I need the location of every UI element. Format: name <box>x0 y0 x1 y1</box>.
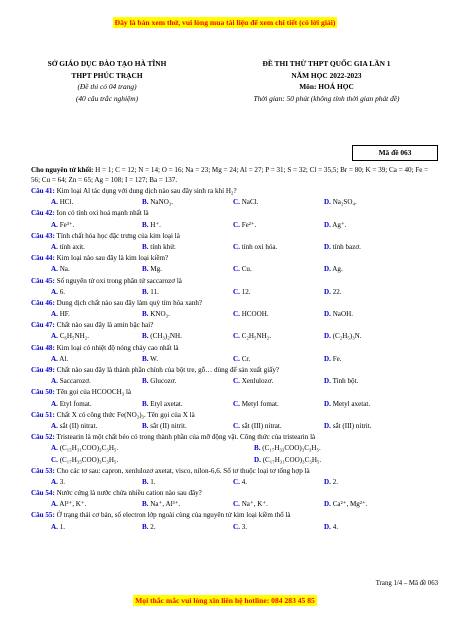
answer-option <box>31 499 122 510</box>
answer-options <box>31 522 438 533</box>
option-letter: A. <box>51 399 58 408</box>
option-letter: C. <box>233 242 240 251</box>
page-count-note: (Đề thi có 04 trang) <box>77 82 137 92</box>
preview-banner-text: Đây là bản xem thử, vui lòng mua tài liệu để xem chi tiết (có lời giải) <box>114 18 336 27</box>
question-text: Tên gọi của HCOOCH₃ là <box>54 388 132 397</box>
answer-option <box>213 522 304 533</box>
answer-options <box>31 421 438 432</box>
answer-options <box>31 264 438 275</box>
question-text: Nước cứng là nước chứa nhiều cation nào sau đây? <box>54 489 202 498</box>
option-text: tính bazơ. <box>332 242 361 251</box>
option-text: 3. <box>59 477 66 486</box>
answer-option <box>122 499 213 510</box>
option-text: 1. <box>59 522 66 531</box>
answer-option <box>304 421 395 432</box>
question-number: Câu 53: <box>31 466 55 475</box>
answer-option <box>31 309 122 320</box>
option-text: Na. <box>59 265 70 274</box>
option-text: Al³⁺, K⁺. <box>59 500 87 509</box>
option-text: NaNO₃. <box>150 198 174 207</box>
answer-option <box>213 421 304 432</box>
option-text: (CH₃)₂NH. <box>150 332 182 341</box>
option-text: Ag. <box>332 265 343 274</box>
question-stem <box>31 387 438 398</box>
option-text: Ca²⁺, Mg²⁺. <box>332 500 368 509</box>
answer-option <box>234 455 437 466</box>
answer-option <box>31 242 122 253</box>
option-text: 3. <box>241 522 248 531</box>
answer-option <box>31 376 122 387</box>
option-text: Fe³⁺. <box>59 220 75 229</box>
exam-code-box: Mã đề 063 <box>352 145 438 161</box>
option-letter: A. <box>51 444 58 453</box>
option-letter: B. <box>254 444 261 453</box>
option-letter: A. <box>51 198 58 207</box>
question-stem <box>31 510 438 521</box>
question-number: Câu 49: <box>31 366 55 374</box>
option-text: Ag⁺. <box>332 220 347 229</box>
header-left <box>14 58 200 104</box>
option-text: W. <box>150 354 158 363</box>
option-text: (C₂H₅)₃N. <box>332 332 362 341</box>
option-text: Tinh bột. <box>332 377 359 386</box>
option-text: NaCl. <box>241 198 259 207</box>
option-text: 12. <box>241 287 251 296</box>
question-text: Chất nào sau đây là thành phần chính của bột tre, gỗ… dùng để sản xuất giấy? <box>54 366 280 374</box>
question-number: Câu 51: <box>31 410 55 419</box>
answer-option <box>31 331 122 342</box>
option-letter: A. <box>51 522 58 531</box>
option-text: sắt (II) nitrit. <box>150 421 187 430</box>
answer-options <box>31 242 438 253</box>
option-letter: A. <box>51 354 58 363</box>
question-stem <box>31 298 438 309</box>
answer-option <box>213 264 304 275</box>
answer-options <box>31 220 438 231</box>
answer-option <box>304 309 395 320</box>
answer-option <box>304 522 395 533</box>
option-text: Fe. <box>332 354 342 363</box>
answer-options <box>31 499 438 510</box>
question-text: Số nguyên tử oxi trong phân tử saccarozơ là <box>54 276 182 285</box>
answer-option <box>122 287 213 298</box>
option-letter: B. <box>142 377 149 386</box>
question-stem <box>31 253 438 264</box>
option-letter: D. <box>324 265 331 274</box>
option-letter: D. <box>324 287 331 296</box>
question-stem <box>31 343 438 354</box>
option-text: (C₁₇H₃₃COO)₃C₃H₅. <box>262 444 321 453</box>
option-letter: D. <box>324 377 331 386</box>
question-stem <box>31 488 438 499</box>
answer-option <box>213 477 304 488</box>
question-text: Ở trạng thái cơ bản, số electron lớp ngoài cùng của nguyên tử kim loại kiềm thổ là <box>54 511 291 520</box>
school-name: THPT PHÚC TRẠCH <box>71 70 143 80</box>
answer-options <box>31 309 438 320</box>
answer-option <box>122 264 213 275</box>
option-letter: C. <box>233 500 240 509</box>
question-stem <box>31 466 438 477</box>
question-stem <box>31 186 438 197</box>
option-letter: C. <box>233 377 240 386</box>
answer-options <box>31 455 438 466</box>
answer-option <box>122 242 213 253</box>
option-text: C₆H₅NH₂. <box>59 332 89 341</box>
answer-option <box>122 376 213 387</box>
answer-option <box>213 309 304 320</box>
answer-option <box>31 421 122 432</box>
question-number: Câu 48: <box>31 343 55 352</box>
answer-option <box>213 287 304 298</box>
option-letter: C. <box>233 265 240 274</box>
question-number: Câu 50: <box>31 388 55 397</box>
question-text: Tristearin là một chất béo có trong thành phần của mỡ động vật. Công thức của tristearin là <box>54 433 316 442</box>
option-text: tính oxi hóa. <box>241 242 278 251</box>
answer-options <box>31 354 438 365</box>
option-text: 6. <box>59 287 66 296</box>
question-stem <box>31 320 438 331</box>
option-letter: D. <box>324 522 331 531</box>
option-letter: B. <box>142 242 149 251</box>
option-text: Glucozơ. <box>150 377 177 386</box>
answer-option <box>31 220 122 231</box>
exam-title: ĐỀ THI THỬ THPT QUỐC GIA LẦN 1 <box>262 59 391 68</box>
option-text: Fe²⁺. <box>241 220 257 229</box>
answer-option <box>213 220 304 231</box>
answer-option <box>31 197 122 208</box>
option-letter: B. <box>142 500 149 509</box>
answer-option <box>304 354 395 365</box>
option-letter: B. <box>142 399 149 408</box>
preview-banner <box>0 12 450 30</box>
option-text: tính axit. <box>59 242 85 251</box>
answer-option <box>304 376 395 387</box>
option-text: Cr. <box>241 354 251 363</box>
option-letter: D. <box>324 198 331 207</box>
option-letter: C. <box>233 332 240 341</box>
option-letter: B. <box>142 522 149 531</box>
question-stem <box>31 365 438 376</box>
option-letter: A. <box>51 287 58 296</box>
question-number: Câu 41: <box>31 187 55 195</box>
option-letter: C. <box>233 287 240 296</box>
answer-option <box>304 499 395 510</box>
answer-option <box>31 264 122 275</box>
question-list <box>31 186 438 533</box>
option-letter: C. <box>233 421 240 430</box>
option-text: (C₁₅H₃₁COO)₃C₃H₅. <box>59 444 119 453</box>
answer-option <box>213 499 304 510</box>
option-letter: B. <box>142 310 149 319</box>
option-text: C₂H₅NH₂. <box>241 332 271 341</box>
option-letter: D. <box>324 399 331 408</box>
answer-option <box>122 197 213 208</box>
option-letter: C. <box>233 399 240 408</box>
option-letter: A. <box>51 421 58 430</box>
option-text: Na⁺, Al³⁺. <box>150 500 181 509</box>
option-letter: A. <box>51 310 58 319</box>
answer-option <box>213 197 304 208</box>
department-name: SỞ GIÁO DỤC ĐÀO TẠO HÀ TĨNH <box>47 59 167 68</box>
answer-option <box>31 287 122 298</box>
answer-option <box>234 443 437 454</box>
answer-option <box>213 331 304 342</box>
contact-footer-text: Mọi thắc mắc vui lòng xin liên hệ hotline: 084 283 45 85 <box>135 596 315 605</box>
option-text: HF. <box>59 310 70 319</box>
question-number: Câu 43: <box>31 231 55 240</box>
answer-option <box>31 399 122 410</box>
question-stem <box>31 276 438 287</box>
answer-options <box>31 197 438 208</box>
question-number: Câu 52: <box>31 433 55 442</box>
header-right <box>214 58 439 104</box>
time-limit: Thời gian: 50 phút (không tính thời gian phát đề) <box>253 93 400 103</box>
answer-option <box>304 220 395 231</box>
question-text: Kim loại Al tác dụng với dung dịch nào sau đây sinh ra khí H₂? <box>54 187 237 195</box>
option-letter: C. <box>51 455 58 464</box>
question-stem <box>31 432 438 443</box>
option-letter: A. <box>51 332 58 341</box>
answer-options <box>31 477 438 488</box>
answer-options <box>31 376 438 387</box>
answer-option <box>213 399 304 410</box>
option-letter: A. <box>51 477 58 486</box>
question-number: Câu 42: <box>31 209 55 218</box>
answer-option <box>31 477 122 488</box>
option-text: (C₁₇H₃₁COO)₃C₃H₅. <box>262 455 322 464</box>
option-letter: A. <box>51 500 58 509</box>
answer-options <box>31 399 438 410</box>
option-text: Na⁺, K⁺. <box>241 500 268 509</box>
answer-option <box>31 443 234 454</box>
option-text: NaOH. <box>332 310 353 319</box>
option-text: Etyl axetat. <box>150 399 183 408</box>
option-letter: C. <box>233 522 240 531</box>
question-number: Câu 44: <box>31 254 55 263</box>
question-stem <box>31 231 438 242</box>
answer-option <box>122 477 213 488</box>
option-letter: B. <box>142 287 149 296</box>
question-text: Cho các tơ sau: capron, xenlulozơ axetat, visco, nilon-6,6. Số tơ thuộc loại tơ tổng hợp là <box>54 466 310 475</box>
option-text: 22. <box>332 287 342 296</box>
question-text: Tính chất hóa học đặc trưng của kim loại là <box>54 231 180 240</box>
answer-options <box>31 287 438 298</box>
option-letter: D. <box>254 455 261 464</box>
question-number: Câu 46: <box>31 298 55 307</box>
answer-option <box>31 354 122 365</box>
option-text: HCOOH. <box>241 310 269 319</box>
answer-option <box>31 455 234 466</box>
answer-option <box>122 522 213 533</box>
question-text: Kim loại nào sau đây là kim loại kiềm? <box>54 254 169 263</box>
question-text: Chất X có công thức Fe(NO₃)₃. Tên gọi của X là <box>54 410 195 419</box>
option-text: 2. <box>150 522 156 531</box>
option-letter: B. <box>142 421 149 430</box>
question-stem <box>31 410 438 421</box>
option-letter: D. <box>324 242 331 251</box>
option-letter: A. <box>51 265 58 274</box>
option-letter: A. <box>51 242 58 251</box>
contact-footer <box>0 590 450 608</box>
question-stem <box>31 208 438 219</box>
question-text: Kim loại có nhiệt độ nóng chảy cao nhất là <box>54 343 179 352</box>
option-text: HCl. <box>59 198 74 207</box>
option-text: Metyl fomat. <box>241 399 279 408</box>
option-letter: B. <box>142 265 149 274</box>
answer-option <box>122 309 213 320</box>
option-letter: C. <box>233 477 240 486</box>
option-text: Cu. <box>241 265 252 274</box>
answer-option <box>122 331 213 342</box>
answer-options <box>31 331 438 342</box>
option-text: tính khử. <box>150 242 176 251</box>
atomic-masses <box>31 165 438 185</box>
option-text: 11. <box>150 287 159 296</box>
option-letter: C. <box>233 354 240 363</box>
answer-option <box>304 287 395 298</box>
answer-option <box>213 376 304 387</box>
option-letter: B. <box>142 477 149 486</box>
answer-option <box>122 399 213 410</box>
answer-option <box>122 354 213 365</box>
answer-option <box>304 399 395 410</box>
option-letter: D. <box>324 500 331 509</box>
answer-option <box>213 354 304 365</box>
answer-options <box>31 443 438 454</box>
option-text: 4. <box>241 477 248 486</box>
question-number: Câu 55: <box>31 511 55 520</box>
option-text: sắt (III) nitrat. <box>241 421 282 430</box>
option-letter: D. <box>324 332 331 341</box>
option-letter: B. <box>142 198 149 207</box>
question-number: Câu 45: <box>31 276 55 285</box>
question-count-note: (40 câu trắc nghiệm) <box>75 93 139 103</box>
option-letter: C. <box>233 220 240 229</box>
subject: Môn: HOÁ HỌC <box>299 82 354 92</box>
question-number: Câu 47: <box>31 321 55 330</box>
answer-option <box>304 242 395 253</box>
option-text: 2. <box>332 477 339 486</box>
option-letter: B. <box>142 220 149 229</box>
option-letter: C. <box>233 310 240 319</box>
option-text: Saccarozơ. <box>59 377 91 386</box>
answer-option <box>304 477 395 488</box>
page-number: Trang 1/4 – Mã đề 063 <box>375 580 438 587</box>
option-text: (C₁₇H₃₅COO)₃C₃H₅. <box>59 455 119 464</box>
option-text: sắt (III) nitrit. <box>332 421 372 430</box>
option-text: Metyl axetat. <box>332 399 371 408</box>
option-letter: D. <box>324 421 331 430</box>
question-text: Dung dịch chất nào sau đây làm quỳ tím hóa xanh? <box>54 298 203 307</box>
option-text: Al. <box>59 354 69 363</box>
option-letter: D. <box>324 477 331 486</box>
option-letter: A. <box>51 220 58 229</box>
answer-option <box>122 220 213 231</box>
school-year: NĂM HỌC 2022-2023 <box>291 70 362 80</box>
option-letter: D. <box>324 220 331 229</box>
option-text: 4. <box>332 522 339 531</box>
option-text: KNO₃. <box>150 310 170 319</box>
option-text: Etyl fomat. <box>59 399 92 408</box>
atomic-masses-values: H = 1; C = 12; N = 14; O = 16; Na = 23; Mg = 24; Al = 27; P = 31; S = 32; Cl = 35,5; Br = 80; K = 39; Ca = 40; Fe = 56; Cu = 64; Zn = 65; Ag = 108; I = 127; Ba = 137. <box>31 166 429 184</box>
answer-option <box>304 197 395 208</box>
option-letter: B. <box>142 354 149 363</box>
question-number: Câu 54: <box>31 489 55 498</box>
answer-option <box>122 421 213 432</box>
option-letter: A. <box>51 377 58 386</box>
option-letter: B. <box>142 332 149 341</box>
option-letter: D. <box>324 310 331 319</box>
atomic-masses-label: Cho nguyên tử khối: <box>31 166 94 174</box>
question-text: Chất nào sau đây là amin bậc hai? <box>54 321 154 330</box>
option-text: 1. <box>150 477 156 486</box>
answer-option <box>304 331 395 342</box>
answer-option <box>213 242 304 253</box>
answer-option <box>31 522 122 533</box>
option-letter: C. <box>233 198 240 207</box>
option-text: H⁺. <box>150 220 161 229</box>
option-text: Xenlulozơ. <box>241 377 274 386</box>
answer-option <box>304 264 395 275</box>
question-text: Ion có tính oxi hoá mạnh nhất là <box>54 209 149 218</box>
option-text: sắt (II) nitrat. <box>59 421 98 430</box>
option-text: Mg. <box>150 265 162 274</box>
option-text: Na₂SO₄. <box>332 198 357 207</box>
option-letter: D. <box>324 354 331 363</box>
